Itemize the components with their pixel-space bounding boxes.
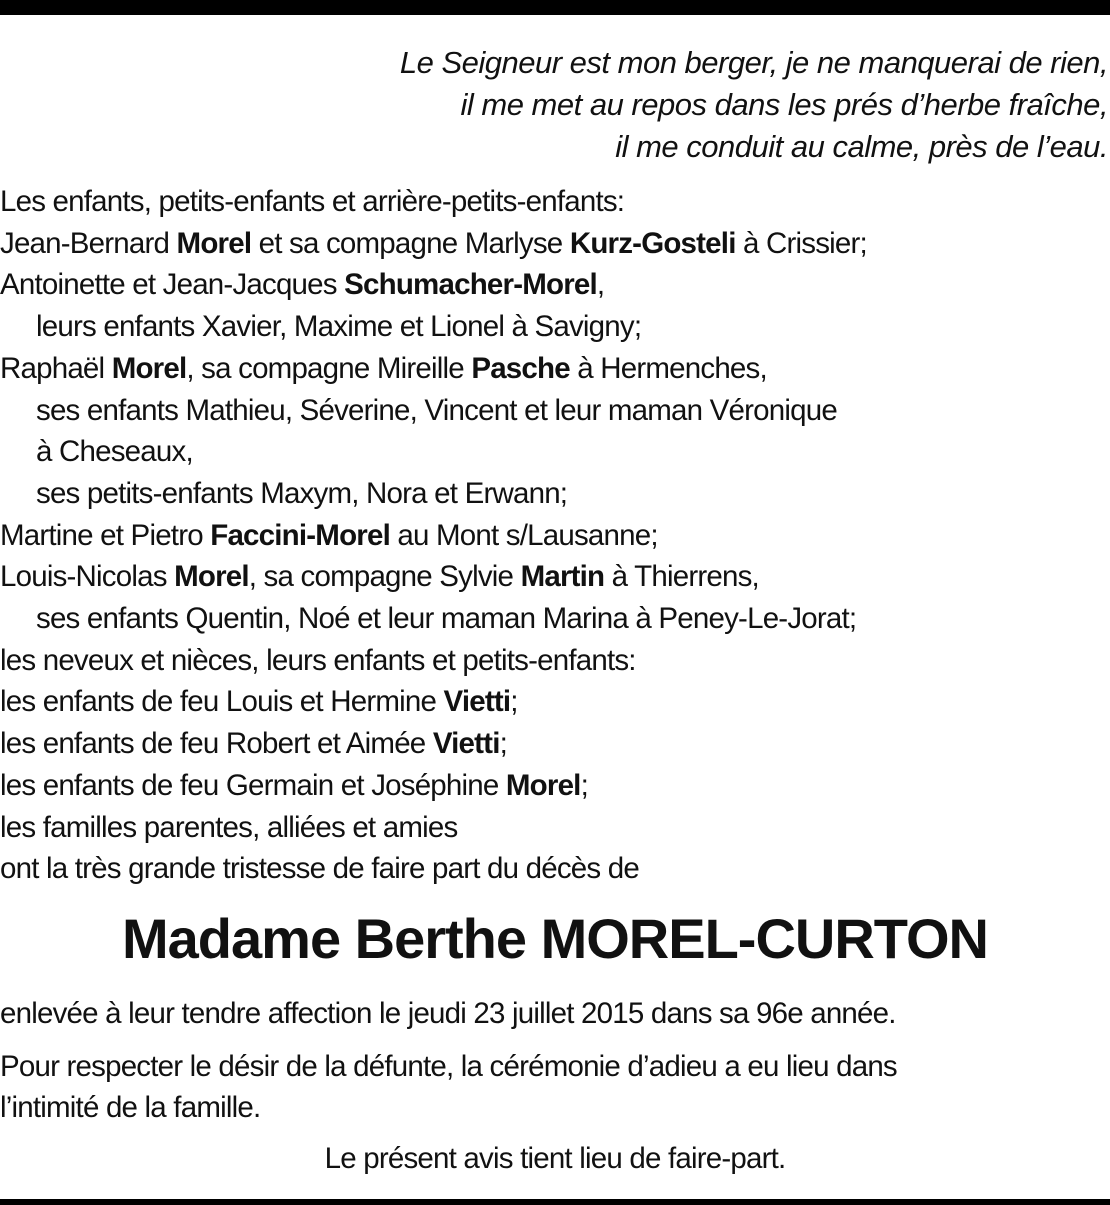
top-border-rule — [0, 0, 1110, 15]
passing-statement: enlevée à leur tendre affection le jeudi 23 juillet 2015 dans sa 96e année. — [0, 997, 896, 1030]
family-text: les enfants de feu Robert et Aimée — [0, 727, 433, 761]
family-text: Raphaël — [0, 351, 112, 385]
family-line — [0, 765, 1108, 807]
verse-line: il me met au repos dans les prés d’herbe fraîche, — [460, 87, 1108, 122]
family-surname: Pasche — [471, 351, 570, 385]
family-surname: Morel — [505, 768, 581, 802]
family-line — [0, 556, 1108, 598]
family-text: , sa compagne Mireille — [186, 351, 472, 385]
deceased-name: Madame Berthe MOREL-CURTON — [122, 907, 988, 970]
verse-line: il me conduit au calme, près de l’eau. — [615, 129, 1108, 164]
family-line: les neveux et nièces, leurs enfants et petits-enfants: — [0, 643, 636, 677]
ceremony-line: Pour respecter le désir de la défunte, la cérémonie d’adieu a eu lieu dans — [0, 1050, 897, 1083]
family-line: ont la très grande tristesse de faire part du décès de — [0, 852, 639, 886]
family-text: ; — [499, 727, 508, 761]
family-text: et sa compagne Marlyse — [251, 226, 570, 260]
family-text: , — [596, 268, 605, 302]
family-surname: Vietti — [432, 727, 500, 761]
family-line: à Cheseaux, — [36, 435, 193, 469]
family-text: à Crissier; — [735, 226, 867, 260]
family-line: ses enfants Quentin, Noé et leur maman Marina à Peney-Le-Jorat; — [36, 602, 857, 636]
family-text: à Thierrens, — [604, 560, 759, 594]
family-text: ; — [580, 768, 588, 802]
family-text: , sa compagne Sylvie — [248, 560, 521, 594]
family-surname: Schumacher-Morel — [344, 268, 597, 302]
family-text: Jean-Bernard — [0, 226, 177, 260]
family-surname: Morel — [111, 351, 187, 385]
family-intro: Les enfants, petits-enfants et arrière-petits-enfants: — [0, 185, 625, 218]
family-line — [0, 264, 1108, 306]
ceremony-line: l’intimité de la famille. — [0, 1091, 261, 1124]
family-list — [0, 181, 1108, 890]
family-line — [0, 681, 1108, 723]
family-text: Antoinette et Jean-Jacques — [0, 268, 345, 302]
family-line — [0, 515, 1108, 557]
family-line: les familles parentes, alliées et amies — [0, 810, 458, 844]
family-line — [0, 348, 1108, 390]
family-surname: Morel — [174, 560, 249, 594]
family-text: les enfants de feu Louis et Hermine — [0, 685, 444, 719]
family-line: ses petits-enfants Maxym, Nora et Erwann; — [36, 476, 568, 510]
family-surname: Vietti — [443, 685, 511, 719]
family-surname: Kurz-Gosteli — [569, 226, 736, 260]
family-text: à Hermenches, — [569, 351, 767, 385]
family-text: Martine et Pietro — [0, 518, 211, 552]
family-text: les enfants de feu Germain et Joséphine — [0, 768, 506, 802]
psalm-verse — [108, 42, 1108, 168]
ceremony-statement — [0, 1046, 1108, 1128]
family-line: ses enfants Mathieu, Séverine, Vincent et leur maman Véronique — [36, 393, 837, 427]
verse-line: Le Seigneur est mon berger, je ne manquerai de rien, — [399, 45, 1108, 80]
family-text: au Mont s/Lausanne; — [390, 518, 658, 552]
bottom-border-rule — [0, 1199, 1110, 1205]
family-line — [0, 223, 1108, 265]
family-text: ; — [510, 685, 518, 719]
notice-statement: Le présent avis tient lieu de faire-part. — [324, 1142, 786, 1175]
family-surname: Faccini-Morel — [210, 518, 390, 552]
family-line — [0, 723, 1108, 765]
family-surname: Martin — [520, 560, 605, 594]
family-line: leurs enfants Xavier, Maxime et Lionel à Savigny; — [36, 310, 642, 344]
family-text: Louis-Nicolas — [0, 560, 175, 594]
family-surname: Morel — [176, 226, 252, 260]
